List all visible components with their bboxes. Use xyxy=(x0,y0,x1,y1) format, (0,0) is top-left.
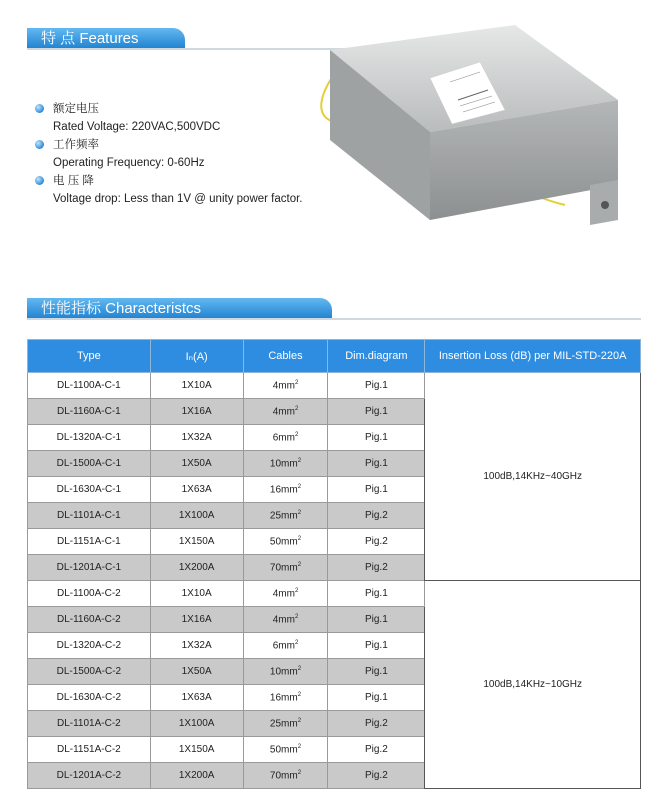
cell-dim xyxy=(328,503,425,529)
characteristics-divider xyxy=(27,318,641,320)
cable-unit-superscript: 2 xyxy=(297,717,302,724)
cable-unit-superscript: 2 xyxy=(294,613,299,620)
cell-current xyxy=(150,451,243,477)
cell-type-text: DL-1160A-C-1 xyxy=(57,406,121,417)
cell-cable xyxy=(243,737,328,763)
cell-type-text: DL-1151A-C-2 xyxy=(57,744,121,755)
cell-current xyxy=(150,659,243,685)
cell-dim xyxy=(328,555,425,581)
cell-type xyxy=(28,763,151,789)
cell-current-text: 1X63A xyxy=(181,692,212,703)
cable-unit-superscript: 2 xyxy=(297,509,302,516)
cable-unit-superscript: 2 xyxy=(294,405,299,412)
cell-type-text: DL-1101A-C-2 xyxy=(57,718,121,729)
bullet-icon xyxy=(35,140,44,149)
feature-cn: 电 压 降 xyxy=(53,175,94,187)
bullet-icon xyxy=(35,176,44,185)
cell-cable-text: 6mm xyxy=(272,432,295,444)
cell-dim-text: Pig.2 xyxy=(364,744,388,755)
cable-unit-superscript: 2 xyxy=(294,587,299,594)
cell-cable-text: 4mm xyxy=(272,380,295,392)
feature-cn: 额定电压 xyxy=(53,103,99,115)
bullet-icon xyxy=(35,104,44,113)
cell-cable xyxy=(243,633,328,659)
cell-type xyxy=(28,685,151,711)
cell-insertion-loss: 100dB,14KHz~40GHz xyxy=(425,373,641,581)
cell-cable xyxy=(243,399,328,425)
header-type: Type xyxy=(28,340,151,373)
cell-dim xyxy=(328,451,425,477)
cell-current xyxy=(150,399,243,425)
cell-dim xyxy=(328,373,425,399)
cell-current xyxy=(150,711,243,737)
characteristics-section-title: 性能指标 Characteristcs xyxy=(27,298,332,320)
cell-current-text: 1X16A xyxy=(181,614,212,625)
feature-en: Operating Frequency: 0-60Hz xyxy=(53,157,205,169)
cell-cable xyxy=(243,763,328,789)
cell-type xyxy=(28,425,151,451)
cell-type-text: DL-1201A-C-1 xyxy=(56,562,122,573)
cell-dim xyxy=(328,737,425,763)
header-current: Iₙ(A) xyxy=(150,340,243,373)
cell-dim xyxy=(328,763,425,789)
cell-dim-text: Pig.2 xyxy=(364,718,388,729)
header-loss: Insertion Loss (dB) per MIL-STD-220A xyxy=(425,340,641,373)
cable-unit-superscript: 2 xyxy=(294,379,299,386)
cable-unit-superscript: 2 xyxy=(294,639,299,646)
features-list xyxy=(35,100,303,208)
cell-dim-text: Pig.2 xyxy=(364,536,388,547)
cell-dim-text: Pig.2 xyxy=(364,562,388,573)
cell-dim-text: Pig.1 xyxy=(364,640,388,651)
cell-type-text: DL-1100A-C-1 xyxy=(57,380,121,391)
cell-dim-text: Pig.1 xyxy=(364,432,388,443)
cell-cable-text: 16mm xyxy=(269,692,298,704)
cell-dim-text: Pig.1 xyxy=(364,666,388,677)
cell-dim-text: Pig.2 xyxy=(364,770,388,781)
cell-cable-text: 10mm xyxy=(269,458,298,470)
cell-dim xyxy=(328,529,425,555)
cell-dim-text: Pig.2 xyxy=(364,510,388,521)
cell-cable xyxy=(243,555,328,581)
cell-dim-text: Pig.1 xyxy=(364,380,388,391)
cell-type xyxy=(28,659,151,685)
cell-dim xyxy=(328,607,425,633)
features-section-title: 特 点 Features xyxy=(27,28,185,50)
cell-dim xyxy=(328,581,425,607)
cell-type xyxy=(28,451,151,477)
cell-type xyxy=(28,581,151,607)
cell-dim-text: Pig.1 xyxy=(364,614,388,625)
cell-dim xyxy=(328,659,425,685)
cell-current-text: 1X32A xyxy=(181,432,212,443)
cell-dim xyxy=(328,633,425,659)
cell-current-text: 1X10A xyxy=(181,588,212,599)
cell-current-text: 1X150A xyxy=(178,536,215,547)
cell-type-text: DL-1201A-C-2 xyxy=(56,770,122,781)
cell-type xyxy=(28,503,151,529)
cable-unit-superscript: 2 xyxy=(294,431,299,438)
cell-type xyxy=(28,737,151,763)
cell-type xyxy=(28,529,151,555)
cell-current xyxy=(150,529,243,555)
cell-current-text: 1X150A xyxy=(178,744,215,755)
cell-dim xyxy=(328,685,425,711)
cell-type-text: DL-1101A-C-1 xyxy=(57,510,121,521)
table-row xyxy=(28,581,641,607)
cell-dim xyxy=(328,399,425,425)
cell-current-text: 1X50A xyxy=(181,666,212,677)
cell-current-text: 1X200A xyxy=(178,770,215,781)
feature-item xyxy=(35,172,303,208)
table-header-row xyxy=(28,340,641,373)
cell-current-text: 1X63A xyxy=(181,484,212,495)
cell-cable-text: 10mm xyxy=(269,666,298,678)
cell-cable-text: 16mm xyxy=(269,484,298,496)
cell-current xyxy=(150,425,243,451)
cell-insertion-loss: 100dB,14KHz~10GHz xyxy=(425,581,641,789)
cell-cable-text: 50mm xyxy=(269,536,298,548)
cell-type-text: DL-1320A-C-2 xyxy=(56,640,122,651)
cell-current xyxy=(150,503,243,529)
cable-unit-superscript: 2 xyxy=(297,457,302,464)
cell-current xyxy=(150,633,243,659)
cell-dim-text: Pig.1 xyxy=(364,692,388,703)
cell-type xyxy=(28,555,151,581)
feature-cn: 工作频率 xyxy=(53,139,99,151)
cell-cable xyxy=(243,581,328,607)
header-dim: Dim.diagram xyxy=(328,340,425,373)
feature-item xyxy=(35,100,303,136)
cell-dim xyxy=(328,711,425,737)
cable-unit-superscript: 2 xyxy=(297,483,302,490)
cell-type xyxy=(28,399,151,425)
feature-en: Rated Voltage: 220VAC,500VDC xyxy=(53,121,221,133)
cell-type-text: DL-1320A-C-1 xyxy=(56,432,122,443)
cell-dim-text: Pig.1 xyxy=(364,484,388,495)
cell-cable xyxy=(243,451,328,477)
cell-type-text: DL-1500A-C-2 xyxy=(56,666,122,677)
feature-en: Voltage drop: Less than 1V @ unity power factor. xyxy=(53,193,303,205)
cell-cable xyxy=(243,685,328,711)
cell-cable xyxy=(243,659,328,685)
cell-cable-text: 70mm xyxy=(269,562,298,574)
cell-cable xyxy=(243,529,328,555)
cell-current xyxy=(150,685,243,711)
cell-cable xyxy=(243,373,328,399)
cell-type-text: DL-1151A-C-1 xyxy=(57,536,121,547)
cell-current-text: 1X100A xyxy=(178,510,215,521)
cell-dim xyxy=(328,425,425,451)
cell-cable-text: 4mm xyxy=(272,406,295,418)
cell-cable xyxy=(243,425,328,451)
feature-item xyxy=(35,136,303,172)
cell-cable-text: 4mm xyxy=(272,588,295,600)
product-image xyxy=(300,20,630,230)
characteristics-table xyxy=(27,339,641,789)
table-row xyxy=(28,373,641,399)
cell-current xyxy=(150,555,243,581)
cell-dim xyxy=(328,477,425,503)
cell-current-text: 1X100A xyxy=(178,718,215,729)
cell-current xyxy=(150,477,243,503)
cell-current-text: 1X50A xyxy=(181,458,212,469)
cell-current xyxy=(150,581,243,607)
cell-type-text: DL-1100A-C-2 xyxy=(57,588,121,599)
cable-unit-superscript: 2 xyxy=(297,535,302,542)
cell-type xyxy=(28,373,151,399)
cell-current xyxy=(150,763,243,789)
cell-cable xyxy=(243,711,328,737)
cell-type xyxy=(28,607,151,633)
cell-cable-text: 25mm xyxy=(269,510,298,522)
cable-unit-superscript: 2 xyxy=(297,743,302,750)
cell-dim-text: Pig.1 xyxy=(364,588,388,599)
header-cables: Cables xyxy=(243,340,328,373)
cell-current-text: 1X32A xyxy=(181,640,212,651)
cell-dim-text: Pig.1 xyxy=(364,458,388,469)
cell-current xyxy=(150,737,243,763)
cable-unit-superscript: 2 xyxy=(297,769,302,776)
cell-cable-text: 50mm xyxy=(269,744,298,756)
cell-cable-text: 6mm xyxy=(272,640,295,652)
cell-cable xyxy=(243,607,328,633)
cell-current-text: 1X16A xyxy=(181,406,212,417)
cell-cable-text: 25mm xyxy=(269,718,298,730)
cell-type xyxy=(28,633,151,659)
cell-type-text: DL-1160A-C-2 xyxy=(57,614,121,625)
cell-type-text: DL-1630A-C-1 xyxy=(56,484,122,495)
cell-current xyxy=(150,607,243,633)
cell-type xyxy=(28,477,151,503)
cell-current-text: 1X200A xyxy=(178,562,215,573)
cell-dim-text: Pig.1 xyxy=(364,406,388,417)
cell-cable xyxy=(243,503,328,529)
cell-cable-text: 70mm xyxy=(269,770,298,782)
cable-unit-superscript: 2 xyxy=(297,561,302,568)
cell-current xyxy=(150,373,243,399)
cable-unit-superscript: 2 xyxy=(297,691,302,698)
cable-unit-superscript: 2 xyxy=(297,665,302,672)
cell-type-text: DL-1630A-C-2 xyxy=(56,692,122,703)
cell-cable xyxy=(243,477,328,503)
cell-type xyxy=(28,711,151,737)
cell-cable-text: 4mm xyxy=(272,614,295,626)
cell-current-text: 1X10A xyxy=(181,380,212,391)
cell-type-text: DL-1500A-C-1 xyxy=(56,458,122,469)
